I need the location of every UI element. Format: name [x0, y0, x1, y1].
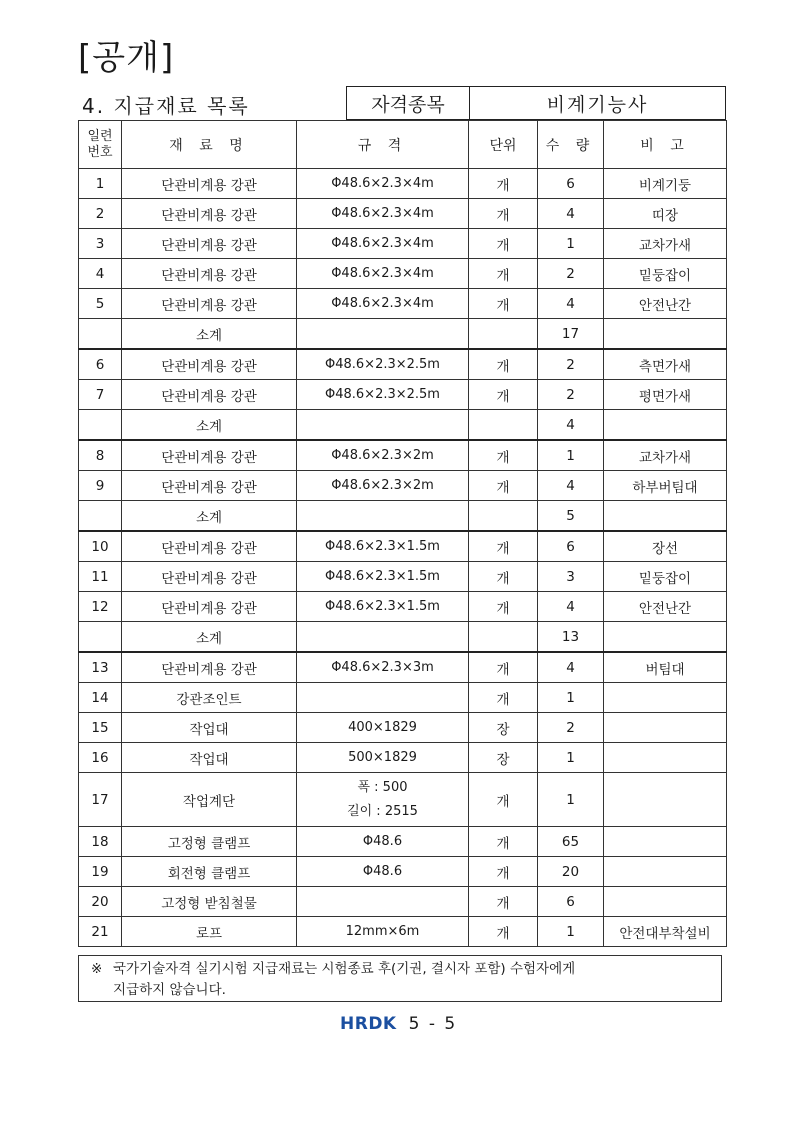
cell-spec: 12mm×6m	[297, 917, 469, 947]
cell-unit	[469, 319, 538, 350]
cell-quantity: 2	[538, 259, 604, 289]
header-quantity: 수 량	[538, 121, 604, 169]
cell-material-name: 단관비계용 강관	[122, 531, 297, 562]
cell-material-name: 단관비계용 강관	[122, 380, 297, 410]
cell-note	[604, 827, 727, 857]
cell-note: 장선	[604, 531, 727, 562]
cell-unit: 개	[469, 259, 538, 289]
cell-serial-number	[79, 319, 122, 350]
cell-unit: 개	[469, 440, 538, 471]
table-row	[79, 917, 727, 947]
cell-note	[604, 887, 727, 917]
cell-quantity: 65	[538, 827, 604, 857]
cell-material-name: 작업대	[122, 743, 297, 773]
cell-spec	[297, 683, 469, 713]
cell-quantity: 2	[538, 713, 604, 743]
cell-spec-line1: 폭 : 500	[357, 779, 408, 795]
cell-unit: 개	[469, 289, 538, 319]
cell-material-name: 단관비계용 강관	[122, 229, 297, 259]
cell-serial-number: 3	[79, 229, 122, 259]
cell-spec-line2: 길이 : 2515	[347, 803, 418, 819]
cell-quantity: 6	[538, 887, 604, 917]
cell-spec	[297, 319, 469, 350]
cell-unit: 개	[469, 471, 538, 501]
cell-note	[604, 410, 727, 441]
cell-serial-number: 21	[79, 917, 122, 947]
cell-unit: 장	[469, 743, 538, 773]
subtotal-row	[79, 410, 727, 441]
header-material-name: 재 료 명	[122, 121, 297, 169]
header-unit: 단위	[469, 121, 538, 169]
cell-quantity: 20	[538, 857, 604, 887]
cell-spec: 500×1829	[297, 743, 469, 773]
cell-material-name: 단관비계용 강관	[122, 349, 297, 380]
cell-material-name: 단관비계용 강관	[122, 199, 297, 229]
cell-note	[604, 743, 727, 773]
cell-serial-number: 7	[79, 380, 122, 410]
cell-note: 안전대부착설비	[604, 917, 727, 947]
cell-spec: 400×1829	[297, 713, 469, 743]
cell-note: 측면가새	[604, 349, 727, 380]
table-row	[79, 289, 727, 319]
cell-quantity: 6	[538, 531, 604, 562]
cell-quantity: 1	[538, 229, 604, 259]
cell-spec: Φ48.6×2.3×3m	[297, 652, 469, 683]
cell-quantity: 4	[538, 652, 604, 683]
cell-unit: 개	[469, 562, 538, 592]
cell-quantity: 1	[538, 773, 604, 827]
table-body	[79, 169, 727, 947]
cell-note: 밑둥잡이	[604, 562, 727, 592]
cell-spec: Φ48.6×2.3×1.5m	[297, 562, 469, 592]
table-row	[79, 592, 727, 622]
table-header-row	[79, 121, 727, 169]
cell-quantity: 4	[538, 471, 604, 501]
cell-quantity: 1	[538, 917, 604, 947]
cell-note: 하부버팀대	[604, 471, 727, 501]
cell-note	[604, 622, 727, 653]
cell-serial-number: 18	[79, 827, 122, 857]
cell-note: 버팀대	[604, 652, 727, 683]
cell-unit: 개	[469, 887, 538, 917]
cell-material-name: 고정형 받침철물	[122, 887, 297, 917]
cell-note: 교차가새	[604, 440, 727, 471]
cell-serial-number: 6	[79, 349, 122, 380]
section-title: 4. 지급재료 목록	[82, 94, 250, 118]
cell-spec: Φ48.6×2.3×4m	[297, 289, 469, 319]
cell-spec: Φ48.6×2.3×4m	[297, 259, 469, 289]
cell-unit: 개	[469, 169, 538, 199]
cell-note: 교차가새	[604, 229, 727, 259]
page-footer	[340, 1014, 457, 1034]
disclosure-label: [공개]	[78, 38, 175, 78]
cell-spec: Φ48.6×2.3×2.5m	[297, 349, 469, 380]
cell-note: 안전난간	[604, 289, 727, 319]
cell-unit	[469, 501, 538, 532]
table-row	[79, 471, 727, 501]
cell-spec	[297, 773, 469, 827]
cell-quantity: 13	[538, 622, 604, 653]
cell-spec	[297, 622, 469, 653]
table-row	[79, 169, 727, 199]
cell-note	[604, 683, 727, 713]
cell-quantity: 4	[538, 289, 604, 319]
cell-quantity: 6	[538, 169, 604, 199]
table-row	[79, 713, 727, 743]
cell-material-name: 단관비계용 강관	[122, 440, 297, 471]
cell-unit: 개	[469, 917, 538, 947]
subtotal-row	[79, 501, 727, 532]
cell-unit: 개	[469, 349, 538, 380]
cell-serial-number	[79, 622, 122, 653]
cell-unit: 개	[469, 773, 538, 827]
cell-quantity: 1	[538, 743, 604, 773]
cell-spec: Φ48.6×2.3×4m	[297, 229, 469, 259]
cell-material-name: 단관비계용 강관	[122, 259, 297, 289]
cell-serial-number: 20	[79, 887, 122, 917]
table-row	[79, 440, 727, 471]
cell-note	[604, 713, 727, 743]
cell-quantity: 1	[538, 683, 604, 713]
cell-unit	[469, 410, 538, 441]
table-row	[79, 887, 727, 917]
notice-box	[78, 955, 722, 1002]
cell-spec: Φ48.6×2.3×2.5m	[297, 380, 469, 410]
cell-unit: 개	[469, 683, 538, 713]
cell-quantity: 5	[538, 501, 604, 532]
cell-unit: 개	[469, 199, 538, 229]
cell-note: 밑둥잡이	[604, 259, 727, 289]
cell-serial-number: 19	[79, 857, 122, 887]
table-row	[79, 652, 727, 683]
cell-spec	[297, 410, 469, 441]
cell-material-name: 단관비계용 강관	[122, 652, 297, 683]
table-row	[79, 349, 727, 380]
cell-unit: 개	[469, 857, 538, 887]
cell-serial-number: 1	[79, 169, 122, 199]
cell-serial-number: 17	[79, 773, 122, 827]
qualification-value: 비계기능사	[546, 93, 649, 116]
hrdk-logo: HRDK	[340, 1014, 397, 1034]
cell-quantity: 4	[538, 199, 604, 229]
table-row	[79, 827, 727, 857]
table-row	[79, 743, 727, 773]
cell-serial-number: 9	[79, 471, 122, 501]
table-row	[79, 229, 727, 259]
cell-material-name: 단관비계용 강관	[122, 169, 297, 199]
cell-material-name: 단관비계용 강관	[122, 562, 297, 592]
cell-serial-number: 13	[79, 652, 122, 683]
table-row	[79, 562, 727, 592]
table-row	[79, 259, 727, 289]
subtotal-row	[79, 319, 727, 350]
table-row	[79, 199, 727, 229]
cell-serial-number: 11	[79, 562, 122, 592]
table-row	[79, 857, 727, 887]
header-serial-number	[79, 121, 122, 169]
cell-serial-number	[79, 501, 122, 532]
cell-serial-number: 5	[79, 289, 122, 319]
cell-serial-number	[79, 410, 122, 441]
cell-material-name: 소계	[122, 501, 297, 532]
cell-serial-number: 4	[79, 259, 122, 289]
cell-serial-number: 8	[79, 440, 122, 471]
cell-quantity: 2	[538, 349, 604, 380]
cell-material-name: 단관비계용 강관	[122, 289, 297, 319]
table-row	[79, 380, 727, 410]
cell-material-name: 작업계단	[122, 773, 297, 827]
cell-material-name: 고정형 클램프	[122, 827, 297, 857]
cell-material-name: 강관조인트	[122, 683, 297, 713]
qualification-box	[346, 86, 726, 120]
header-spec: 규 격	[297, 121, 469, 169]
cell-material-name: 로프	[122, 917, 297, 947]
cell-spec: Φ48.6×2.3×2m	[297, 471, 469, 501]
cell-note	[604, 501, 727, 532]
section-header	[78, 86, 726, 120]
materials-table	[78, 120, 727, 947]
cell-serial-number: 2	[79, 199, 122, 229]
cell-unit: 개	[469, 827, 538, 857]
header-serial-line1: 일련	[87, 128, 113, 144]
notice-line2: 지급하지 않습니다.	[113, 982, 226, 998]
header-note: 비 고	[604, 121, 727, 169]
cell-material-name: 소계	[122, 319, 297, 350]
cell-material-name: 소계	[122, 622, 297, 653]
cell-note	[604, 319, 727, 350]
cell-spec: Φ48.6×2.3×4m	[297, 199, 469, 229]
qualification-label: 자격종목	[347, 87, 470, 119]
cell-note: 띠장	[604, 199, 727, 229]
notice-mark: ※	[91, 961, 103, 977]
cell-quantity: 3	[538, 562, 604, 592]
cell-serial-number: 14	[79, 683, 122, 713]
cell-spec: Φ48.6×2.3×4m	[297, 169, 469, 199]
header-serial-line2: 번호	[87, 144, 113, 160]
cell-spec: Φ48.6×2.3×1.5m	[297, 592, 469, 622]
cell-serial-number: 12	[79, 592, 122, 622]
cell-spec	[297, 887, 469, 917]
notice-line1: 국가기술자격 실기시험 지급재료는 시험종료 후(기권, 결시자 포함) 수험자에게	[113, 961, 576, 977]
cell-serial-number: 15	[79, 713, 122, 743]
cell-serial-number: 10	[79, 531, 122, 562]
cell-note: 평면가새	[604, 380, 727, 410]
cell-note: 안전난간	[604, 592, 727, 622]
cell-serial-number: 16	[79, 743, 122, 773]
cell-note	[604, 857, 727, 887]
cell-unit: 장	[469, 713, 538, 743]
cell-note	[604, 773, 727, 827]
cell-unit: 개	[469, 531, 538, 562]
table-row	[79, 773, 727, 827]
cell-quantity: 17	[538, 319, 604, 350]
cell-unit: 개	[469, 652, 538, 683]
cell-material-name: 소계	[122, 410, 297, 441]
page-number: 5 - 5	[408, 1014, 458, 1034]
cell-note: 비계기둥	[604, 169, 727, 199]
cell-spec: Φ48.6×2.3×1.5m	[297, 531, 469, 562]
cell-spec: Φ48.6	[297, 857, 469, 887]
cell-material-name: 작업대	[122, 713, 297, 743]
cell-unit: 개	[469, 592, 538, 622]
cell-unit	[469, 622, 538, 653]
cell-spec	[297, 501, 469, 532]
cell-quantity: 4	[538, 410, 604, 441]
cell-unit: 개	[469, 380, 538, 410]
cell-quantity: 4	[538, 592, 604, 622]
cell-spec: Φ48.6×2.3×2m	[297, 440, 469, 471]
cell-unit: 개	[469, 229, 538, 259]
cell-material-name: 단관비계용 강관	[122, 592, 297, 622]
cell-material-name: 단관비계용 강관	[122, 471, 297, 501]
cell-material-name: 회전형 클램프	[122, 857, 297, 887]
cell-spec: Φ48.6	[297, 827, 469, 857]
subtotal-row	[79, 622, 727, 653]
table-row	[79, 531, 727, 562]
cell-quantity: 1	[538, 440, 604, 471]
cell-quantity: 2	[538, 380, 604, 410]
table-row	[79, 683, 727, 713]
